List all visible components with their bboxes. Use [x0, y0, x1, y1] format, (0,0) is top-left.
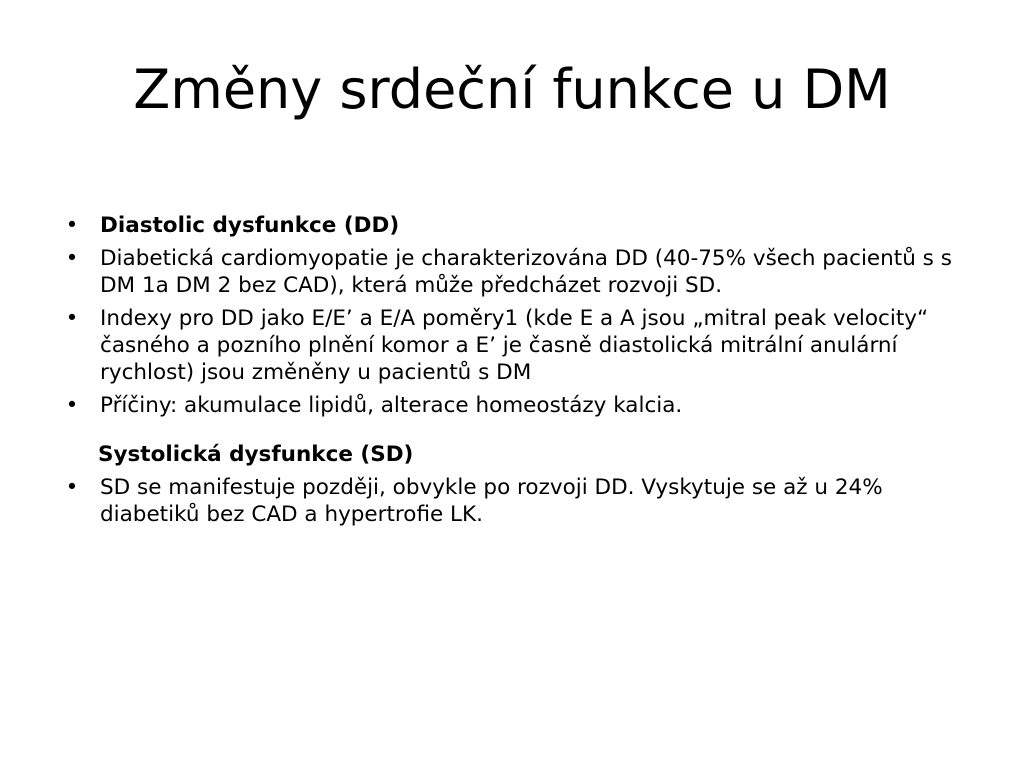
list-item-systolic-manifestation [62, 474, 962, 528]
slide-content [62, 212, 962, 534]
list-item-text: Diabetická cardiomyopatie je charakterizována DD (40-75% všech pacientů s s DM 1a DM 2 bez CAD), která může předcházet rozvoji SD. [100, 246, 952, 298]
list-item-causes [62, 392, 962, 419]
bullet-icon: • [65, 475, 79, 500]
section-heading-systolic: Systolická dysfunkce (SD) [98, 442, 414, 467]
list-item-text: Indexy pro DD jako E/E’ a E/A poměry1 (kde E a A jsou „mitral peak velocity“ časného a pozního plnění komor a E’ je časně diastolická mitrální anulární rychlost) jsou změněny u pacientů s DM [100, 306, 929, 385]
list-item-text: SD se manifestuje později, obvykle po rozvoji DD. Vyskytuje se až u 24% diabetiků bez CAD a hypertrofie LK. [100, 475, 883, 527]
list-item-cardiomyopathy [62, 245, 962, 299]
list-item-text: Příčiny: akumulace lipidů, alterace homeostázy kalcia. [100, 393, 683, 418]
section-heading-diastolic: Diastolic dysfunkce (DD) [100, 213, 400, 238]
bullet-icon: • [65, 213, 79, 238]
bullet-icon: • [65, 246, 79, 271]
list-item-indices [62, 305, 962, 386]
list-item-systolic-heading [62, 441, 962, 468]
slide-title: Změny srdeční funkce u DM [133, 58, 891, 121]
list-item-diastolic-heading [62, 212, 962, 239]
bullet-icon: • [65, 306, 79, 331]
bullet-icon: • [65, 393, 79, 418]
